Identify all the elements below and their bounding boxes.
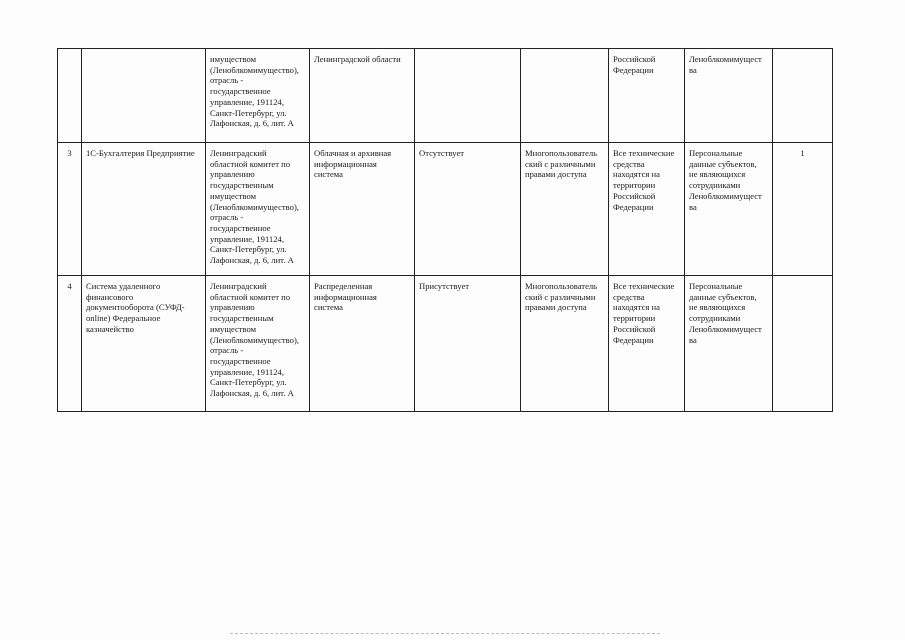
cell-data-subjects: Персональные данные субъектов, не являющихся сотрудниками Леноблкомимущест ва [685, 276, 773, 412]
cell-access-mode: Многопользователь ский с различными правами доступа [521, 143, 609, 276]
cell-location: Все технические средства находятся на территории Российской Федерации [609, 143, 685, 276]
table-row [58, 276, 833, 412]
cell-access-mode [521, 49, 609, 143]
cell-count [773, 276, 833, 412]
cell-connection: Отсутствует [415, 143, 521, 276]
cell-system-name: 1С-Бухгалтерия Предприятие [82, 143, 206, 276]
cell-data-subjects: Персональные данные субъектов, не являющихся сотрудниками Леноблкомимущест ва [685, 143, 773, 276]
cell-number: 3 [58, 143, 82, 276]
cell-system-name [82, 49, 206, 143]
cell-operator: Ленинградский областной комитет по управлению государственным имуществом (Леноблкомимущество), отрасль - государственное управление, 191124, Санкт-Петербург, ул. Лафонская, д. 6, лит. А [206, 276, 310, 412]
cell-operator: имуществом (Леноблкомимущество), отрасль - государственное управление, 191124, Санкт-Петербург, ул. Лафонская, д. 6, лит. А [206, 49, 310, 143]
cell-count [773, 49, 833, 143]
table-row [58, 49, 833, 143]
registry-table [57, 48, 833, 412]
cell-connection [415, 49, 521, 143]
cell-operator: Ленинградский областной комитет по управлению государственным имуществом (Леноблкомимущество), отрасль - государственное управление, 191124, Санкт-Петербург, ул. Лафонская, д. 6, лит. А [206, 143, 310, 276]
cell-system-type: Облачная и архивная информационная система [310, 143, 415, 276]
cell-access-mode: Многопользователь ский с различными правами доступа [521, 276, 609, 412]
cell-number [58, 49, 82, 143]
cell-location: Российской Федерации [609, 49, 685, 143]
cell-data-subjects: Леноблкомимущест ва [685, 49, 773, 143]
cell-connection: Присутствует [415, 276, 521, 412]
scan-edge-line [230, 633, 660, 634]
cell-system-type: Распределенная информационная система [310, 276, 415, 412]
table-row [58, 143, 833, 276]
cell-number: 4 [58, 276, 82, 412]
cell-location: Все технические средства находятся на территории Российской Федерации [609, 276, 685, 412]
cell-system-name: Система удаленного финансового документооборота (СУФД- online) Федеральное казначейство [82, 276, 206, 412]
cell-count: 1 [773, 143, 833, 276]
cell-system-type: Ленинградской области [310, 49, 415, 143]
